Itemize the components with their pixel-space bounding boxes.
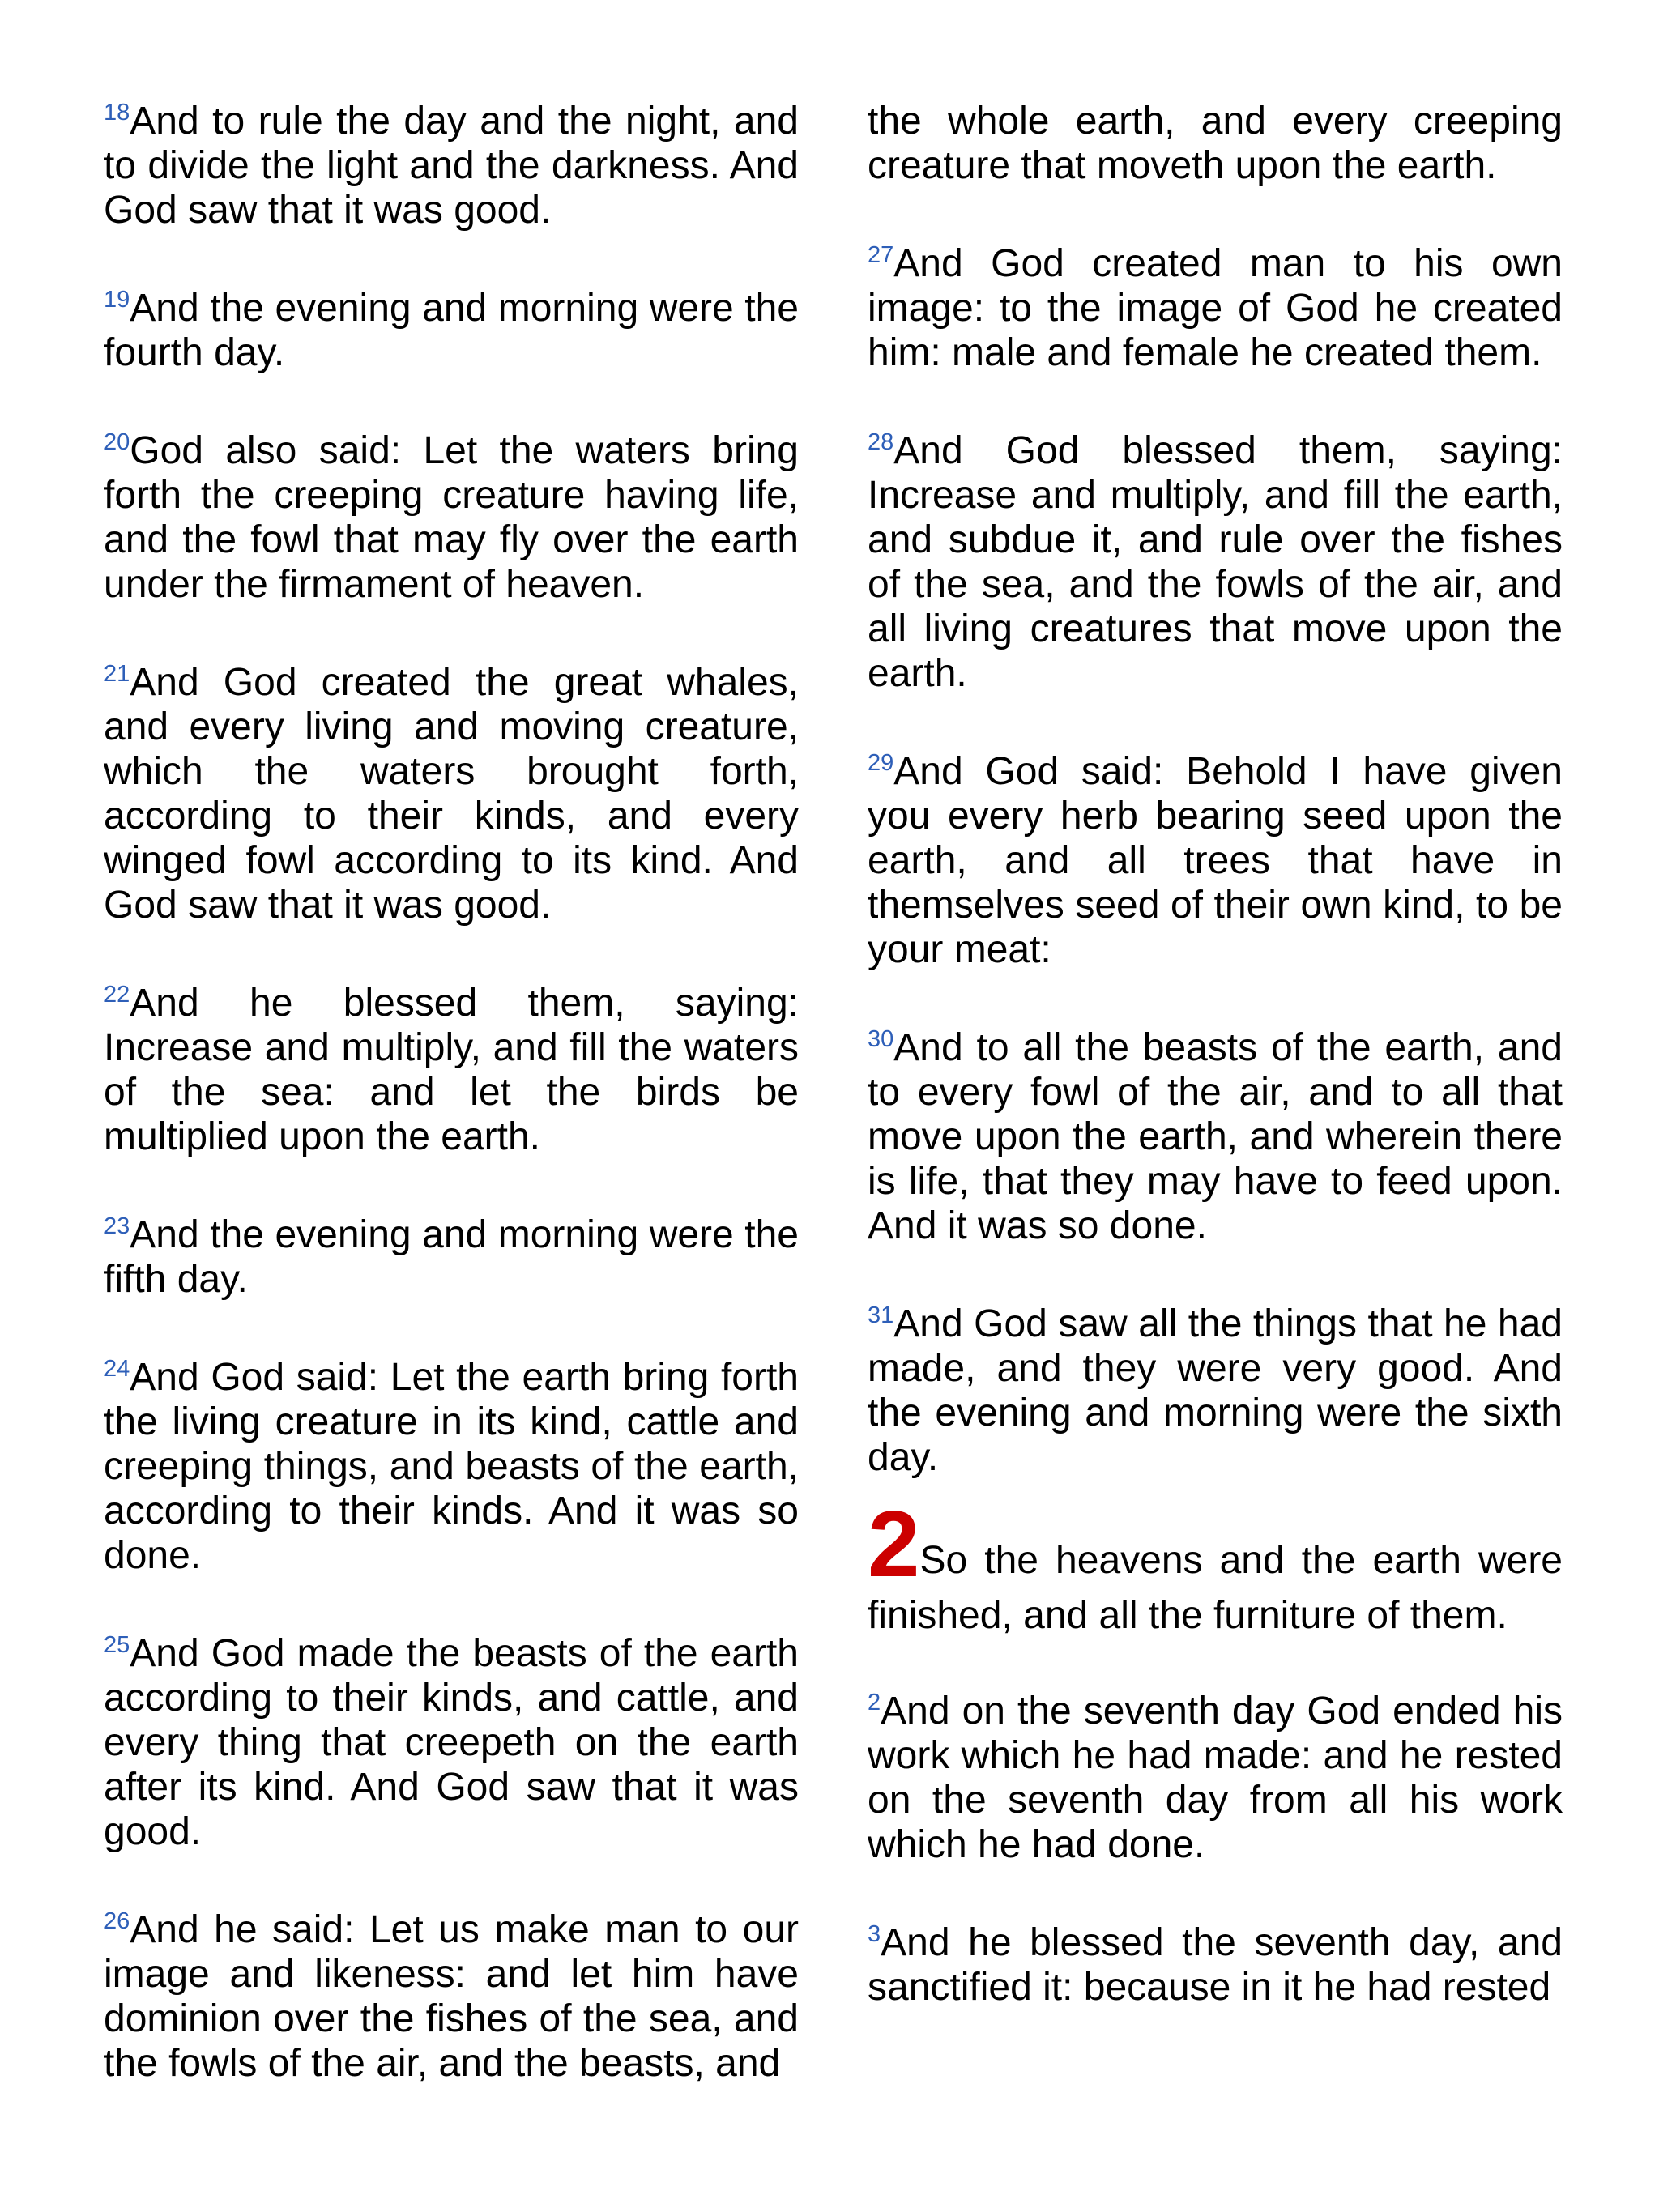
verse-text: And he said: Let us make man to our image and likeness: and let him have dominion over the fishes of the sea, and the fowls of the air, and the beasts, and <box>104 1908 799 2085</box>
verse-number: 27 <box>868 242 894 268</box>
verse-text: And on the seventh day God ended his work which he had made: and he rested on the seventh day from all his work which he had done. <box>868 1690 1563 1866</box>
verse-number: 19 <box>104 287 130 313</box>
verse-text: And the evening and morning were the fifth day. <box>104 1213 799 1301</box>
verse-number: 29 <box>868 750 894 776</box>
verse-31 <box>868 1302 1563 1480</box>
verse-text: And to all the beasts of the earth, and to every fowl of the air, and to all that move upon the earth, and wherein there is life, that they may have to feed upon. And it was so done. <box>868 1026 1563 1247</box>
verse-29 <box>868 749 1563 972</box>
verse-number: 25 <box>104 1632 130 1658</box>
verse-24 <box>104 1355 799 1578</box>
verse-20 <box>104 428 799 607</box>
verse-26-continuation <box>868 99 1563 188</box>
verse-text: And God created man to his own image: to the image of God he created him: male and female he created them. <box>868 242 1563 374</box>
verse-2-3 <box>868 1920 1563 2010</box>
verse-19 <box>104 286 799 375</box>
verse-22 <box>104 981 799 1159</box>
verse-text: And God made the beasts of the earth according to their kinds, and cattle, and every thing that creepeth on the earth after its kind. And God saw that it was good. <box>104 1632 799 1853</box>
verse-number: 18 <box>104 100 130 126</box>
right-column <box>868 99 1563 2010</box>
verse-number: 22 <box>104 982 130 1008</box>
verse-text: So the heavens and the earth were finished, and all the furniture of them. <box>868 1539 1563 1637</box>
verse-28 <box>868 428 1563 696</box>
left-column <box>104 99 799 2086</box>
verse-21 <box>104 660 799 927</box>
verse-18 <box>104 99 799 232</box>
verse-30 <box>868 1025 1563 1248</box>
verse-number: 23 <box>104 1213 130 1239</box>
verse-number: 31 <box>868 1302 894 1328</box>
verse-number: 20 <box>104 429 130 455</box>
verse-text: And he blessed the seventh day, and sanctified it: because in it he had rested <box>868 1921 1563 2009</box>
verse-number: 26 <box>104 1908 130 1934</box>
verse-26 <box>104 1907 799 2086</box>
verse-text: And God saw all the things that he had made, and they were very good. And the evening and morning were the sixth day. <box>868 1302 1563 1479</box>
verse-text: And God created the great whales, and every living and moving creature, which the waters brought forth, according to their kinds, and every winged fowl according to its kind. And God saw that it was good. <box>104 661 799 927</box>
verse-2-2 <box>868 1689 1563 1867</box>
verse-number: 28 <box>868 429 894 455</box>
verse-text: the whole earth, and every creeping creature that moveth upon the earth. <box>868 100 1563 187</box>
chapter-2-opening <box>868 1491 1563 1643</box>
verse-text: And God said: Behold I have given you every herb bearing seed upon the earth, and all trees that have in themselves seed of their own kind, to be your meat: <box>868 750 1563 971</box>
verse-number: 2 <box>868 1690 881 1715</box>
chapter-number: 2 <box>868 1491 920 1596</box>
verse-text: And the evening and morning were the fourth day. <box>104 287 799 374</box>
verse-27 <box>868 241 1563 375</box>
verse-text: And God blessed them, saying: Increase and multiply, and fill the earth, and subdue it, and rule over the fishes of the sea, and the fowls of the air, and all living creatures that move upon the earth. <box>868 429 1563 695</box>
verse-number: 21 <box>104 661 130 687</box>
verse-text: And he blessed them, saying: Increase and multiply, and fill the waters of the sea: and let the birds be multiplied upon the earth. <box>104 982 799 1158</box>
verse-number: 3 <box>868 1921 881 1947</box>
verse-number: 24 <box>104 1356 130 1382</box>
verse-23 <box>104 1213 799 1302</box>
verse-text: And to rule the day and the night, and to divide the light and the darkness. And God saw that it was good. <box>104 100 799 232</box>
verse-number: 30 <box>868 1026 894 1052</box>
verse-text: And God said: Let the earth bring forth the living creature in its kind, cattle and creeping things, and beasts of the earth, according to their kinds. And it was so done. <box>104 1356 799 1577</box>
verse-text: God also said: Let the waters bring forth the creeping creature having life, and the fowl that may fly over the earth under the firmament of heaven. <box>104 429 799 606</box>
verse-25 <box>104 1631 799 1854</box>
